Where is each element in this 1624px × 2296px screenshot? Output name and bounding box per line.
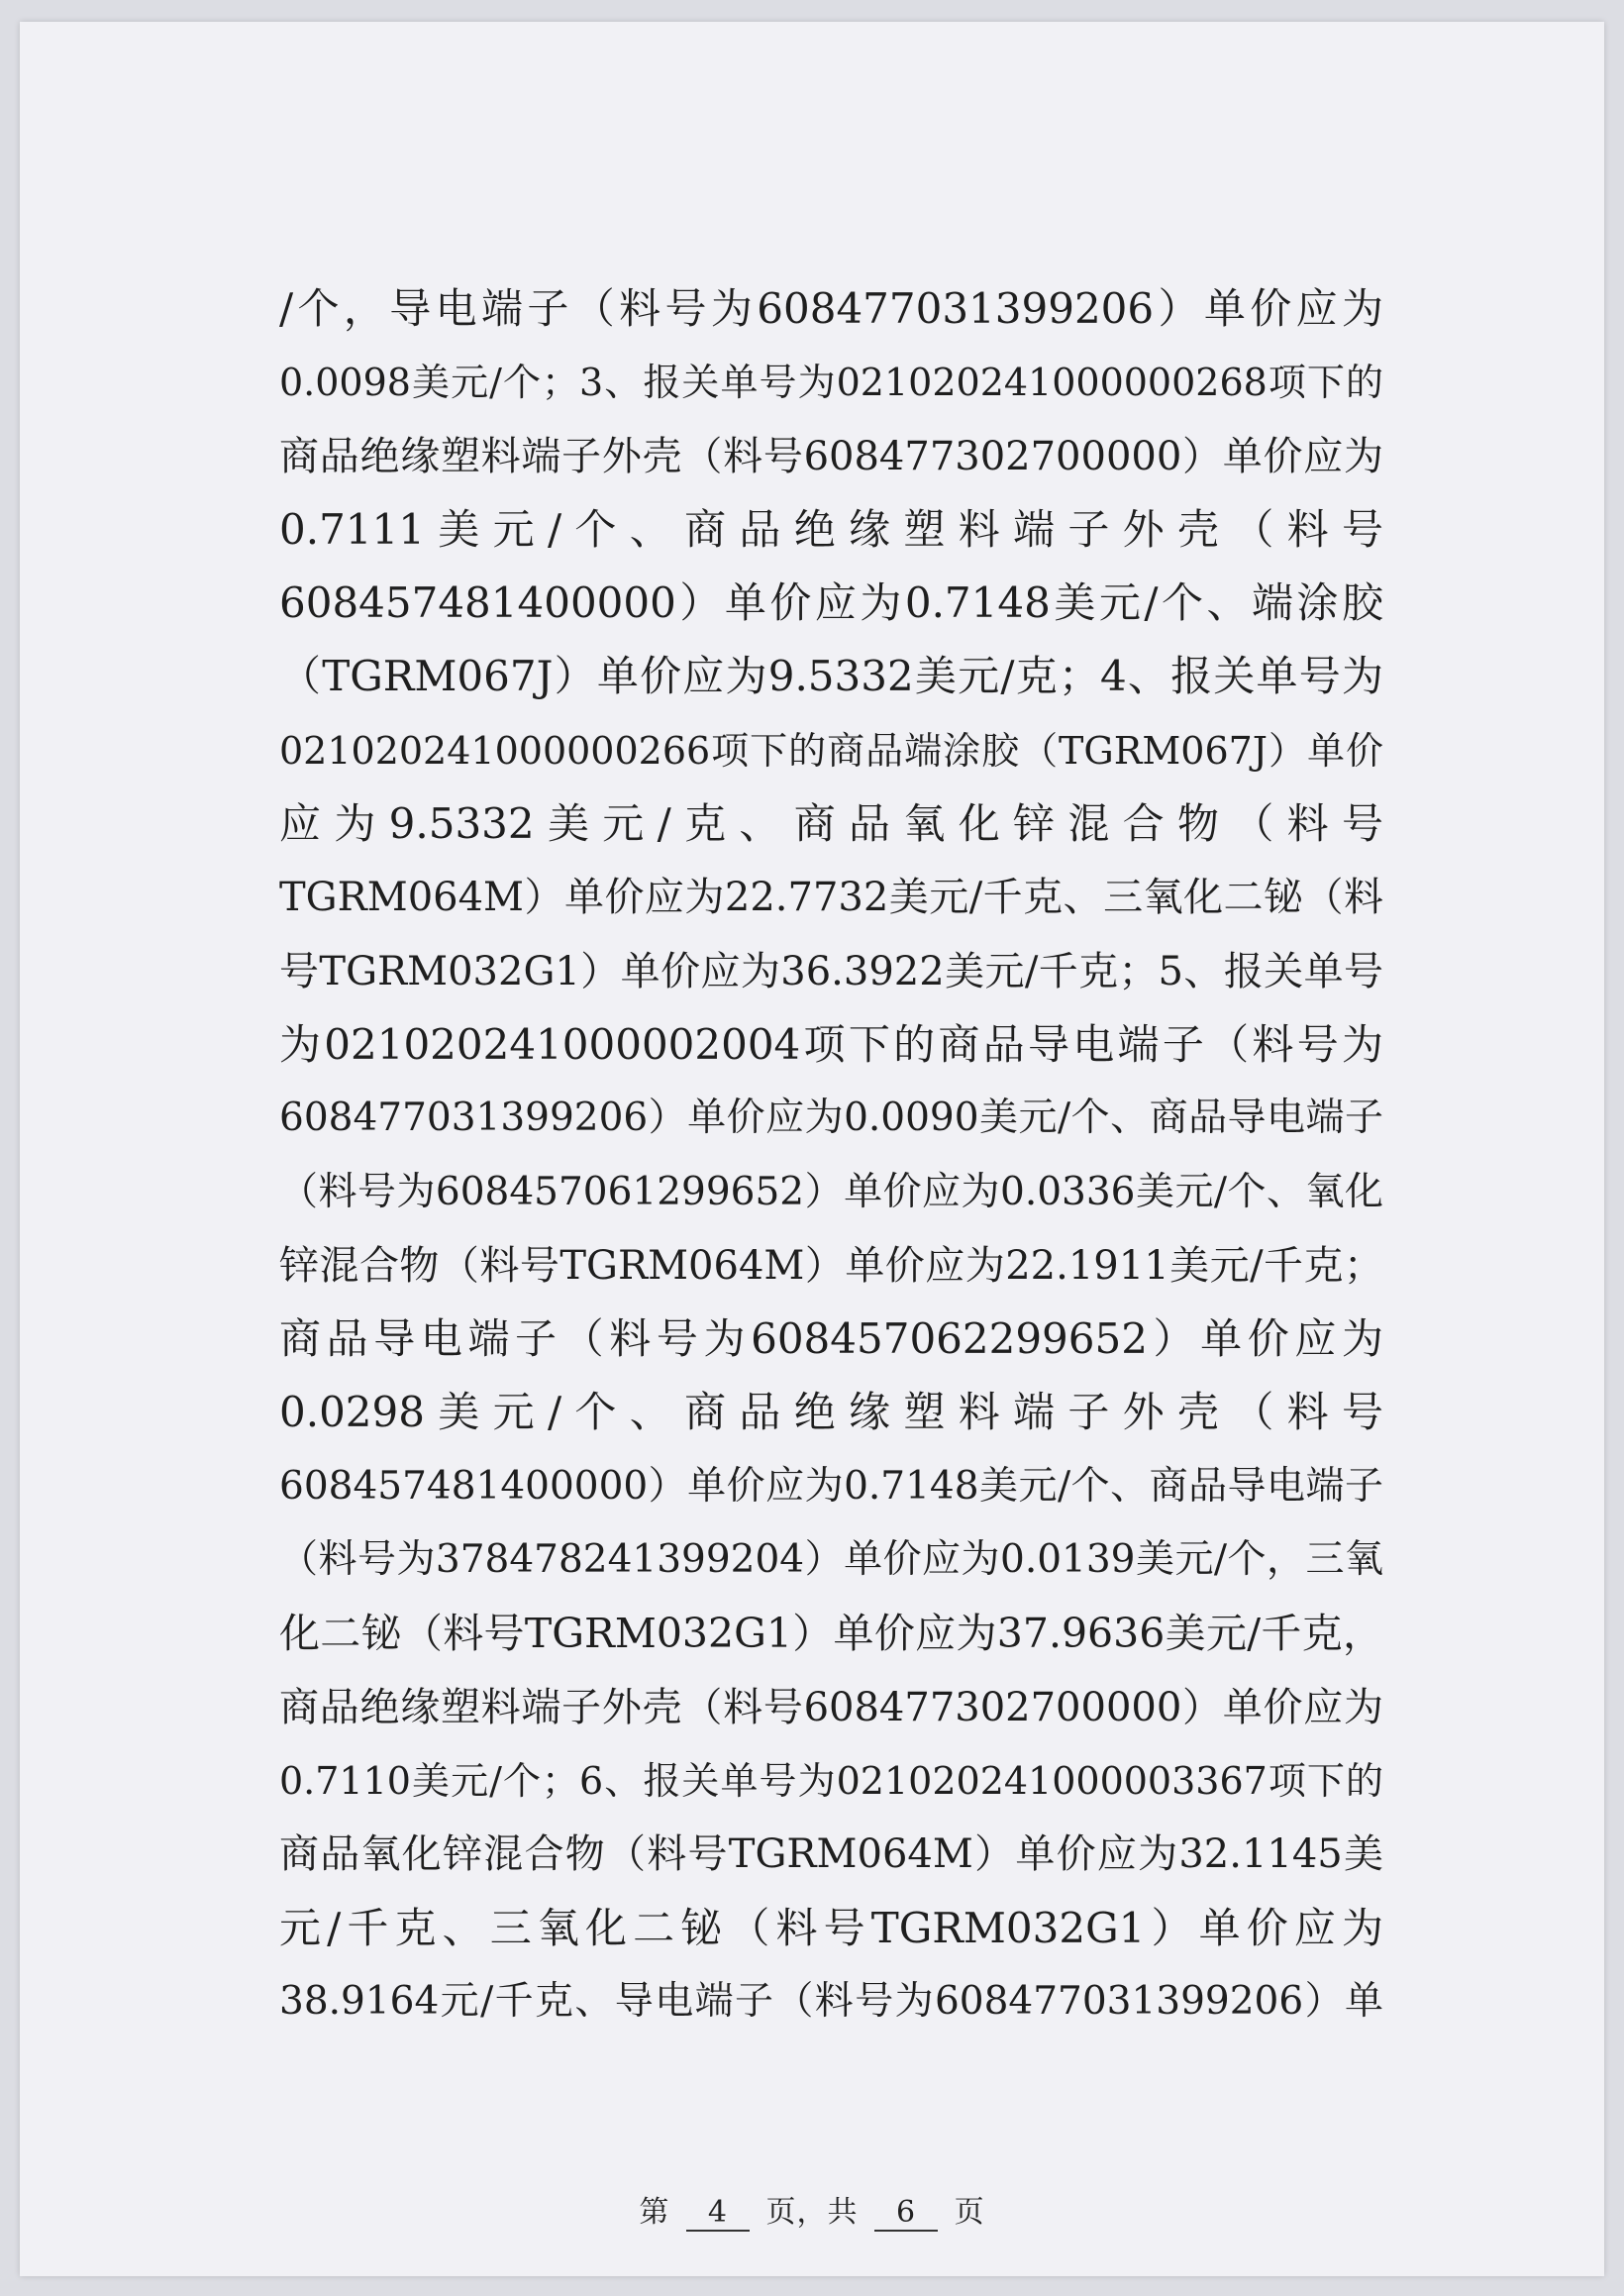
text-line: 608457481400000）单价应为0.7148美元/个、商品导电端子 — [279, 1463, 1383, 1509]
total-pages-number: 6 — [874, 2196, 938, 2232]
footer-prefix: 第 — [639, 2195, 670, 2230]
text-line: 38.9164元/千克、导电端子（料号为608477031399206）单 — [279, 1978, 1383, 2024]
text-line: 608457481400000）单价应为0.7148美元/个、端涂胶 — [279, 578, 1383, 628]
text-line: （料号为608457061299652）单价应为0.0336美元/个、氧化 — [279, 1169, 1383, 1214]
text-line: 0.7110美元/个；6、报关单号为021020241000003367项下的 — [279, 1758, 1383, 1803]
text-line: （TGRM067J）单价应为9.5332美元/克；4、报关单号为 — [279, 652, 1383, 701]
text-line: 608477031399206）单价应为0.0090美元/个、商品导电端子 — [279, 1096, 1383, 1141]
footer-middle: 页，共 — [765, 2195, 859, 2230]
text-line: 商品绝缘塑料端子外壳（料号608477302700000）单价应为 — [279, 1684, 1383, 1730]
text-line: 号TGRM032G1）单价应为36.3922美元/千克；5、报关单号 — [279, 948, 1383, 994]
text-line: 锌混合物（料号TGRM064M）单价应为22.1911美元/千克； — [279, 1242, 1383, 1289]
body-text — [279, 272, 1383, 2038]
text-line: 为021020241000002004项下的商品导电端子（料号为 — [279, 1019, 1383, 1069]
page-footer — [20, 2187, 1604, 2232]
text-line: 0.0298美元/个、商品绝缘塑料端子外壳（料号 — [279, 1388, 1383, 1437]
text-line: 0.0098美元/个；3、报关单号为021020241000000268项下的 — [279, 361, 1383, 405]
text-line: 元/千克、三氧化二铋（料号TGRM032G1）单价应为 — [279, 1903, 1383, 1952]
text-line: 商品绝缘塑料端子外壳（料号608477302700000）单价应为 — [279, 433, 1383, 479]
current-page-number: 4 — [686, 2196, 750, 2232]
text-line: （料号为378478241399204）单价应为0.0139美元/个，三氧 — [279, 1537, 1383, 1583]
footer-suffix: 页 — [954, 2195, 985, 2230]
text-line: 0.7111美元/个、商品绝缘塑料端子外壳（料号 — [279, 504, 1383, 554]
text-line: 应为9.5332美元/克、商品氧化锌混合物（料号 — [279, 799, 1383, 849]
document-page — [20, 22, 1604, 2276]
text-line: 021020241000000266项下的商品端涂胶（TGRM067J）单价 — [279, 728, 1383, 773]
text-line: TGRM064M）单价应为22.7732美元/千克、三氧化二铋（料 — [279, 875, 1383, 921]
text-line: 商品导电端子（料号为608457062299652）单价应为 — [279, 1314, 1383, 1364]
text-line: /个，导电端子（料号为608477031399206）单价应为 — [279, 284, 1383, 333]
text-line: 化二铋（料号TGRM032G1）单价应为37.9636美元/千克， — [279, 1610, 1383, 1658]
text-line: 商品氧化锌混合物（料号TGRM064M）单价应为32.1145美 — [279, 1831, 1383, 1878]
